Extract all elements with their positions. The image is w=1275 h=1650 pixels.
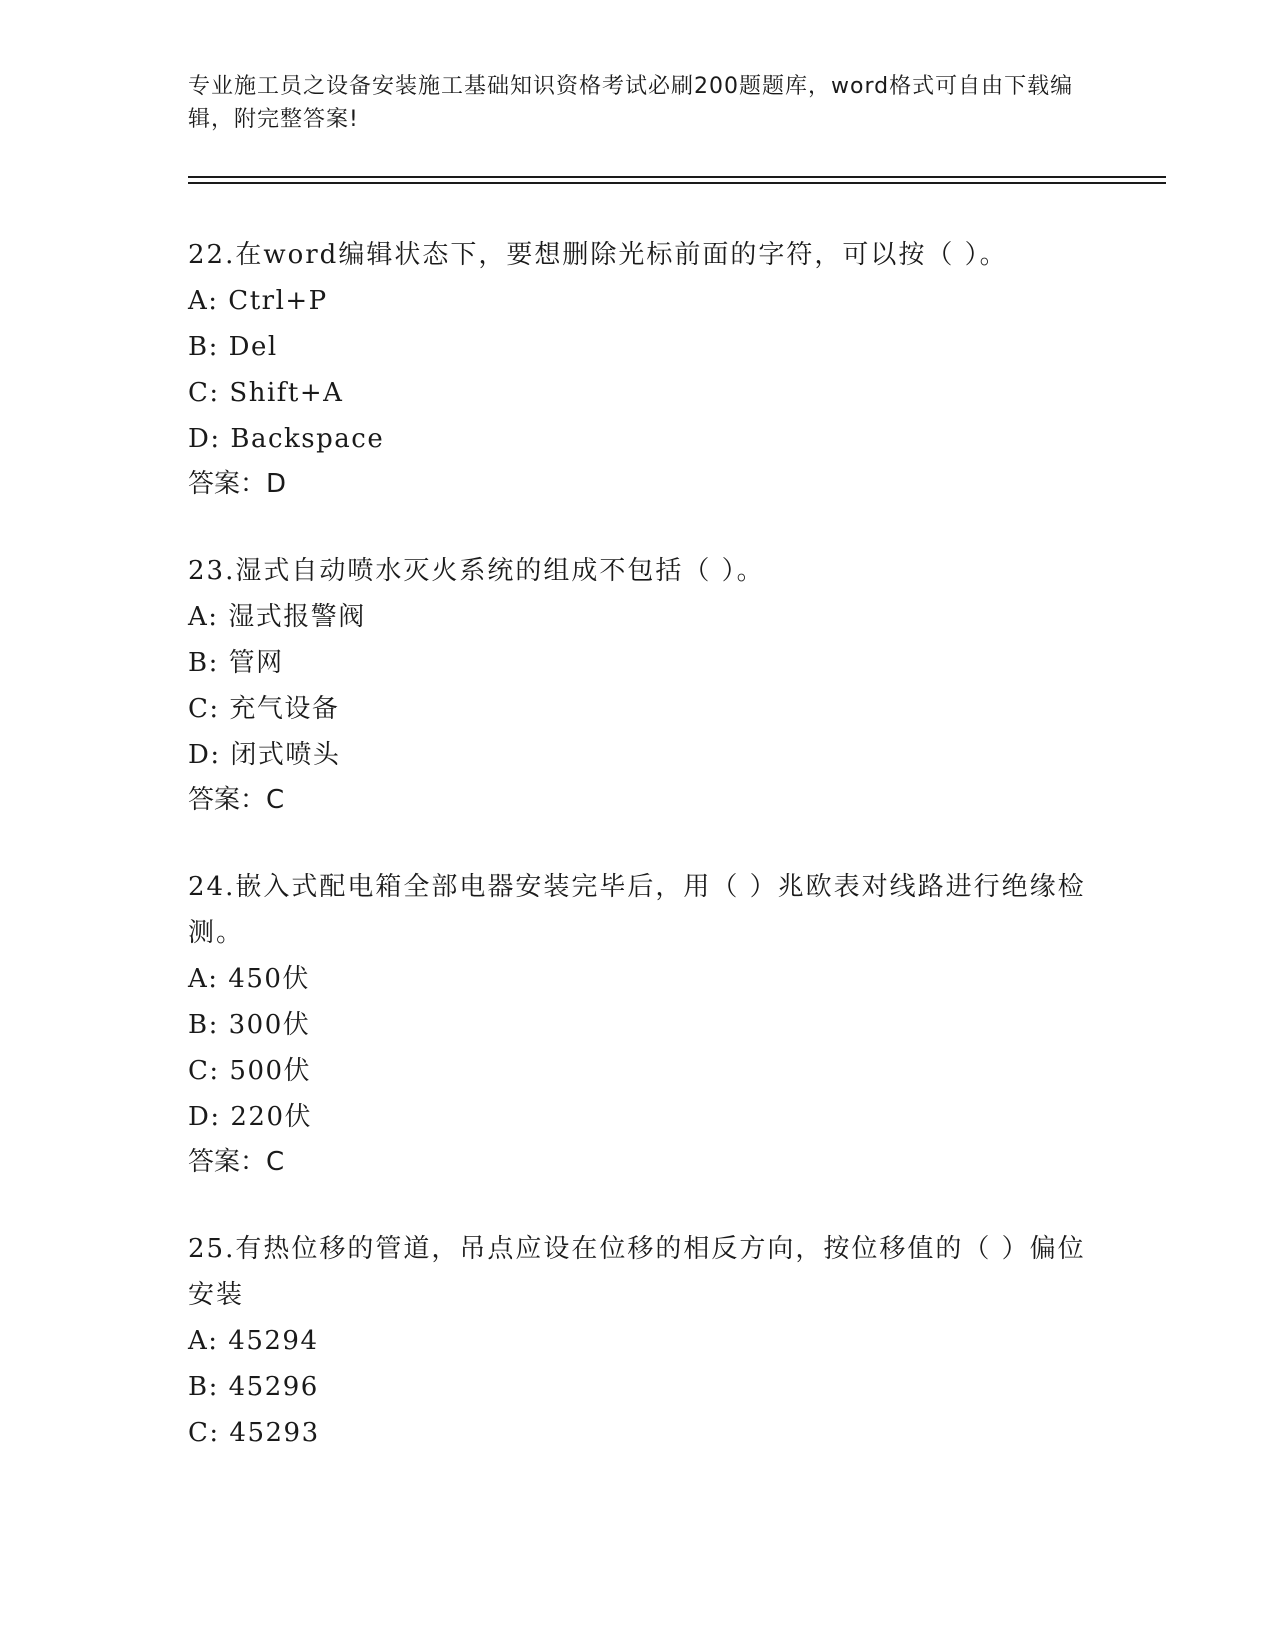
option-d: D: 闭式喷头 <box>188 740 341 770</box>
header-divider-bottom <box>188 182 1166 184</box>
option-d: D: Backspace <box>188 424 385 454</box>
question-stem: 25.有热位移的管道，吊点应设在位移的相反方向，按位移值的（ ）偏位安装 <box>188 1234 1086 1310</box>
option-b: B: 300伏 <box>188 1010 311 1040</box>
option-d: D: 220伏 <box>188 1102 312 1132</box>
option-a: A: 450伏 <box>188 964 310 994</box>
answer: 答案：D <box>188 469 287 499</box>
question-22 <box>188 232 1088 506</box>
option-c: C: 45293 <box>188 1418 320 1448</box>
option-b: B: 45296 <box>188 1372 319 1402</box>
option-a: A: 湿式报警阀 <box>188 602 366 632</box>
answer: 答案：C <box>188 1147 285 1177</box>
option-a: A: 45294 <box>188 1326 319 1356</box>
question-list <box>188 232 1088 1498</box>
option-b: B: Del <box>188 332 278 362</box>
question-24 <box>188 864 1088 1184</box>
question-25 <box>188 1226 1088 1456</box>
option-b: B: 管网 <box>188 648 284 678</box>
question-23 <box>188 548 1088 822</box>
option-c: C: 500伏 <box>188 1056 312 1086</box>
question-stem: 24.嵌入式配电箱全部电器安装完毕后，用（ ）兆欧表对线路进行绝缘检测。 <box>188 872 1086 948</box>
question-stem: 23.湿式自动喷水灭火系统的组成不包括（ ）。 <box>188 556 765 586</box>
option-c: C: 充气设备 <box>188 694 340 724</box>
answer: 答案：C <box>188 785 285 815</box>
option-c: C: Shift+A <box>188 378 344 408</box>
question-stem: 22.在word编辑状态下，要想删除光标前面的字符，可以按（ ）。 <box>188 240 1008 270</box>
header-divider-top <box>188 176 1166 178</box>
document-header: 专业施工员之设备安装施工基础知识资格考试必刷200题题库，word格式可自由下载编辑，附完整答案! <box>188 74 1074 132</box>
option-a: A: Ctrl+P <box>188 286 328 316</box>
